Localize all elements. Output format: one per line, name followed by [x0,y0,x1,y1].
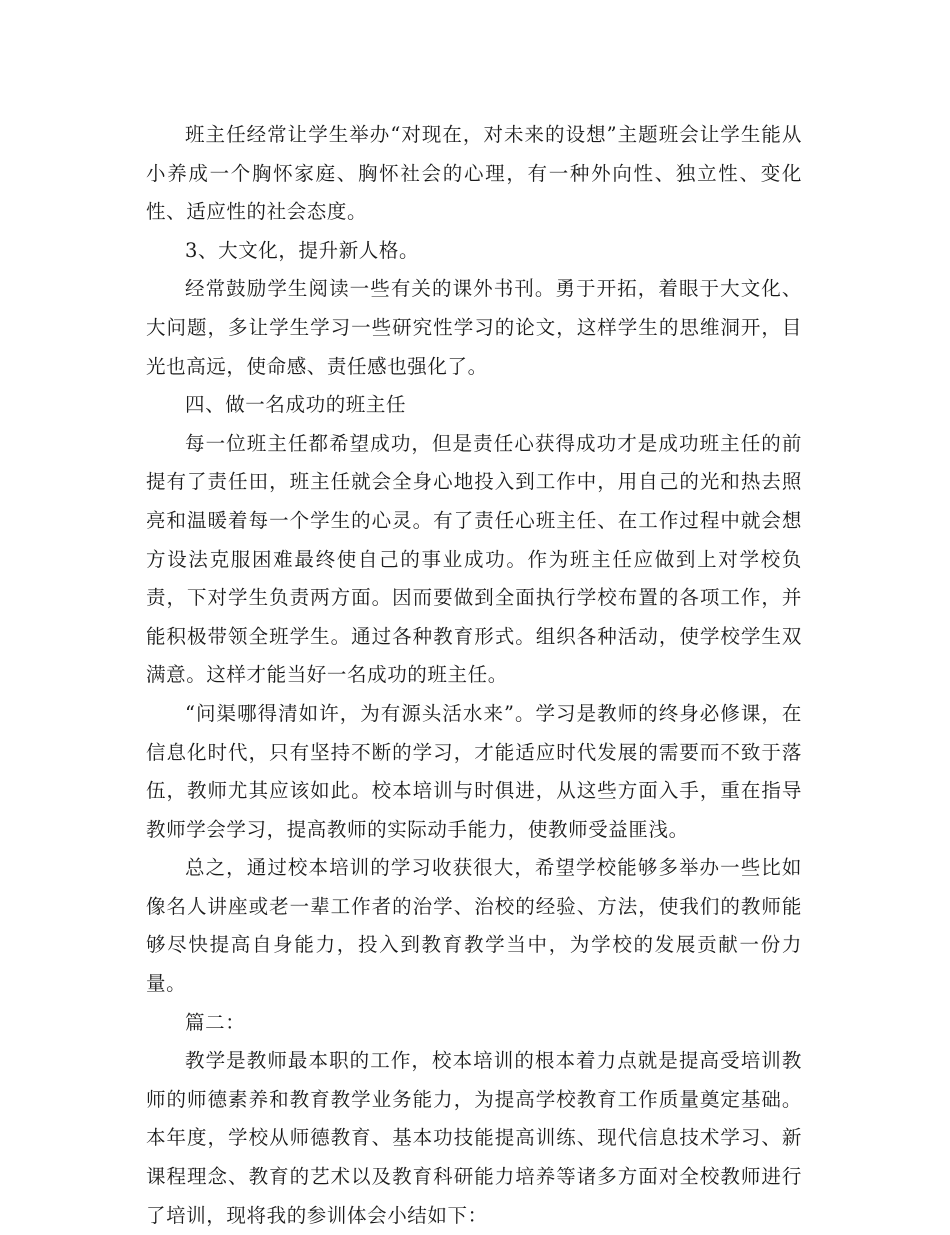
document-body [146,116,802,1235]
paragraph-responsibility: 每一位班主任都希望成功，但是责任心获得成功才是成功班主任的前提有了责任田，班主任就会全身心地投入到工作中，用自己的光和热去照亮和温暖着每一个学生的心灵。有了责任心班主任、在工作过程中就会想方设法克服困难最终使自己的事业成功。作为班主任应做到上对学校负责，下对学生负责两方面。因而要做到全面执行学校布置的各项工作，并能积极带领全班学生。通过各种教育形式。组织各种活动，使学校学生双满意。这样才能当好一名成功的班主任。 [146,431,802,687]
heading-part-two: 篇二： [185,1010,246,1034]
paragraph-conclusion: 总之，通过校本培训的学习收获很大，希望学校能够多举办一些比如像名人讲座或老一辈工作者的治学、治校的经验、方法，使我们的教师能够尽快提高自身能力，投入到教育教学当中，为学校的发展贡献一份力量。 [146,856,802,996]
heading-successful-teacher: 四、做一名成功的班主任 [185,393,407,417]
paragraph-reading: 经常鼓励学生阅读一些有关的课外书刊。勇于开拓，着眼于大文化、大问题，多让学生学习一些研究性学习的论文，这样学生的思维洞开，目光也高远，使命感、责任感也强化了。 [146,277,802,378]
paragraph-class-meeting: 班主任经常让学生举办“对现在，对未来的设想”主题班会让学生能从小养成一个胸怀家庭、胸怀社会的心理，有一种外向性、独立性、变化性、适应性的社会态度。 [146,123,802,224]
paragraph-teaching-training: 教学是教师最本职的工作，校本培训的根本着力点就是提高受培训教师的师德素养和教育教学业务能力，为提高学校教育工作质量奠定基础。本年度，学校从师德教育、基本功技能提高训练、现代信息技术学习、新课程理念、教育的艺术以及教育科研能力培养等诸多方面对全校教师进行了培训，现将我的参训体会小结如下： [146,1049,802,1227]
paragraph-lifelong-learning: “问渠哪得清如许，为有源头活水来”。学习是教师的终身必修课，在信息化时代，只有坚持不断的学习，才能适应时代发展的需要而不致于落伍，教师尤其应该如此。校本培训与时俱进，从这些方面入手，重在指导教师学会学习，提高教师的实际动手能力，使教师受益匪浅。 [146,701,802,841]
heading-big-culture: 3、大文化，提升新人格。 [185,238,420,262]
